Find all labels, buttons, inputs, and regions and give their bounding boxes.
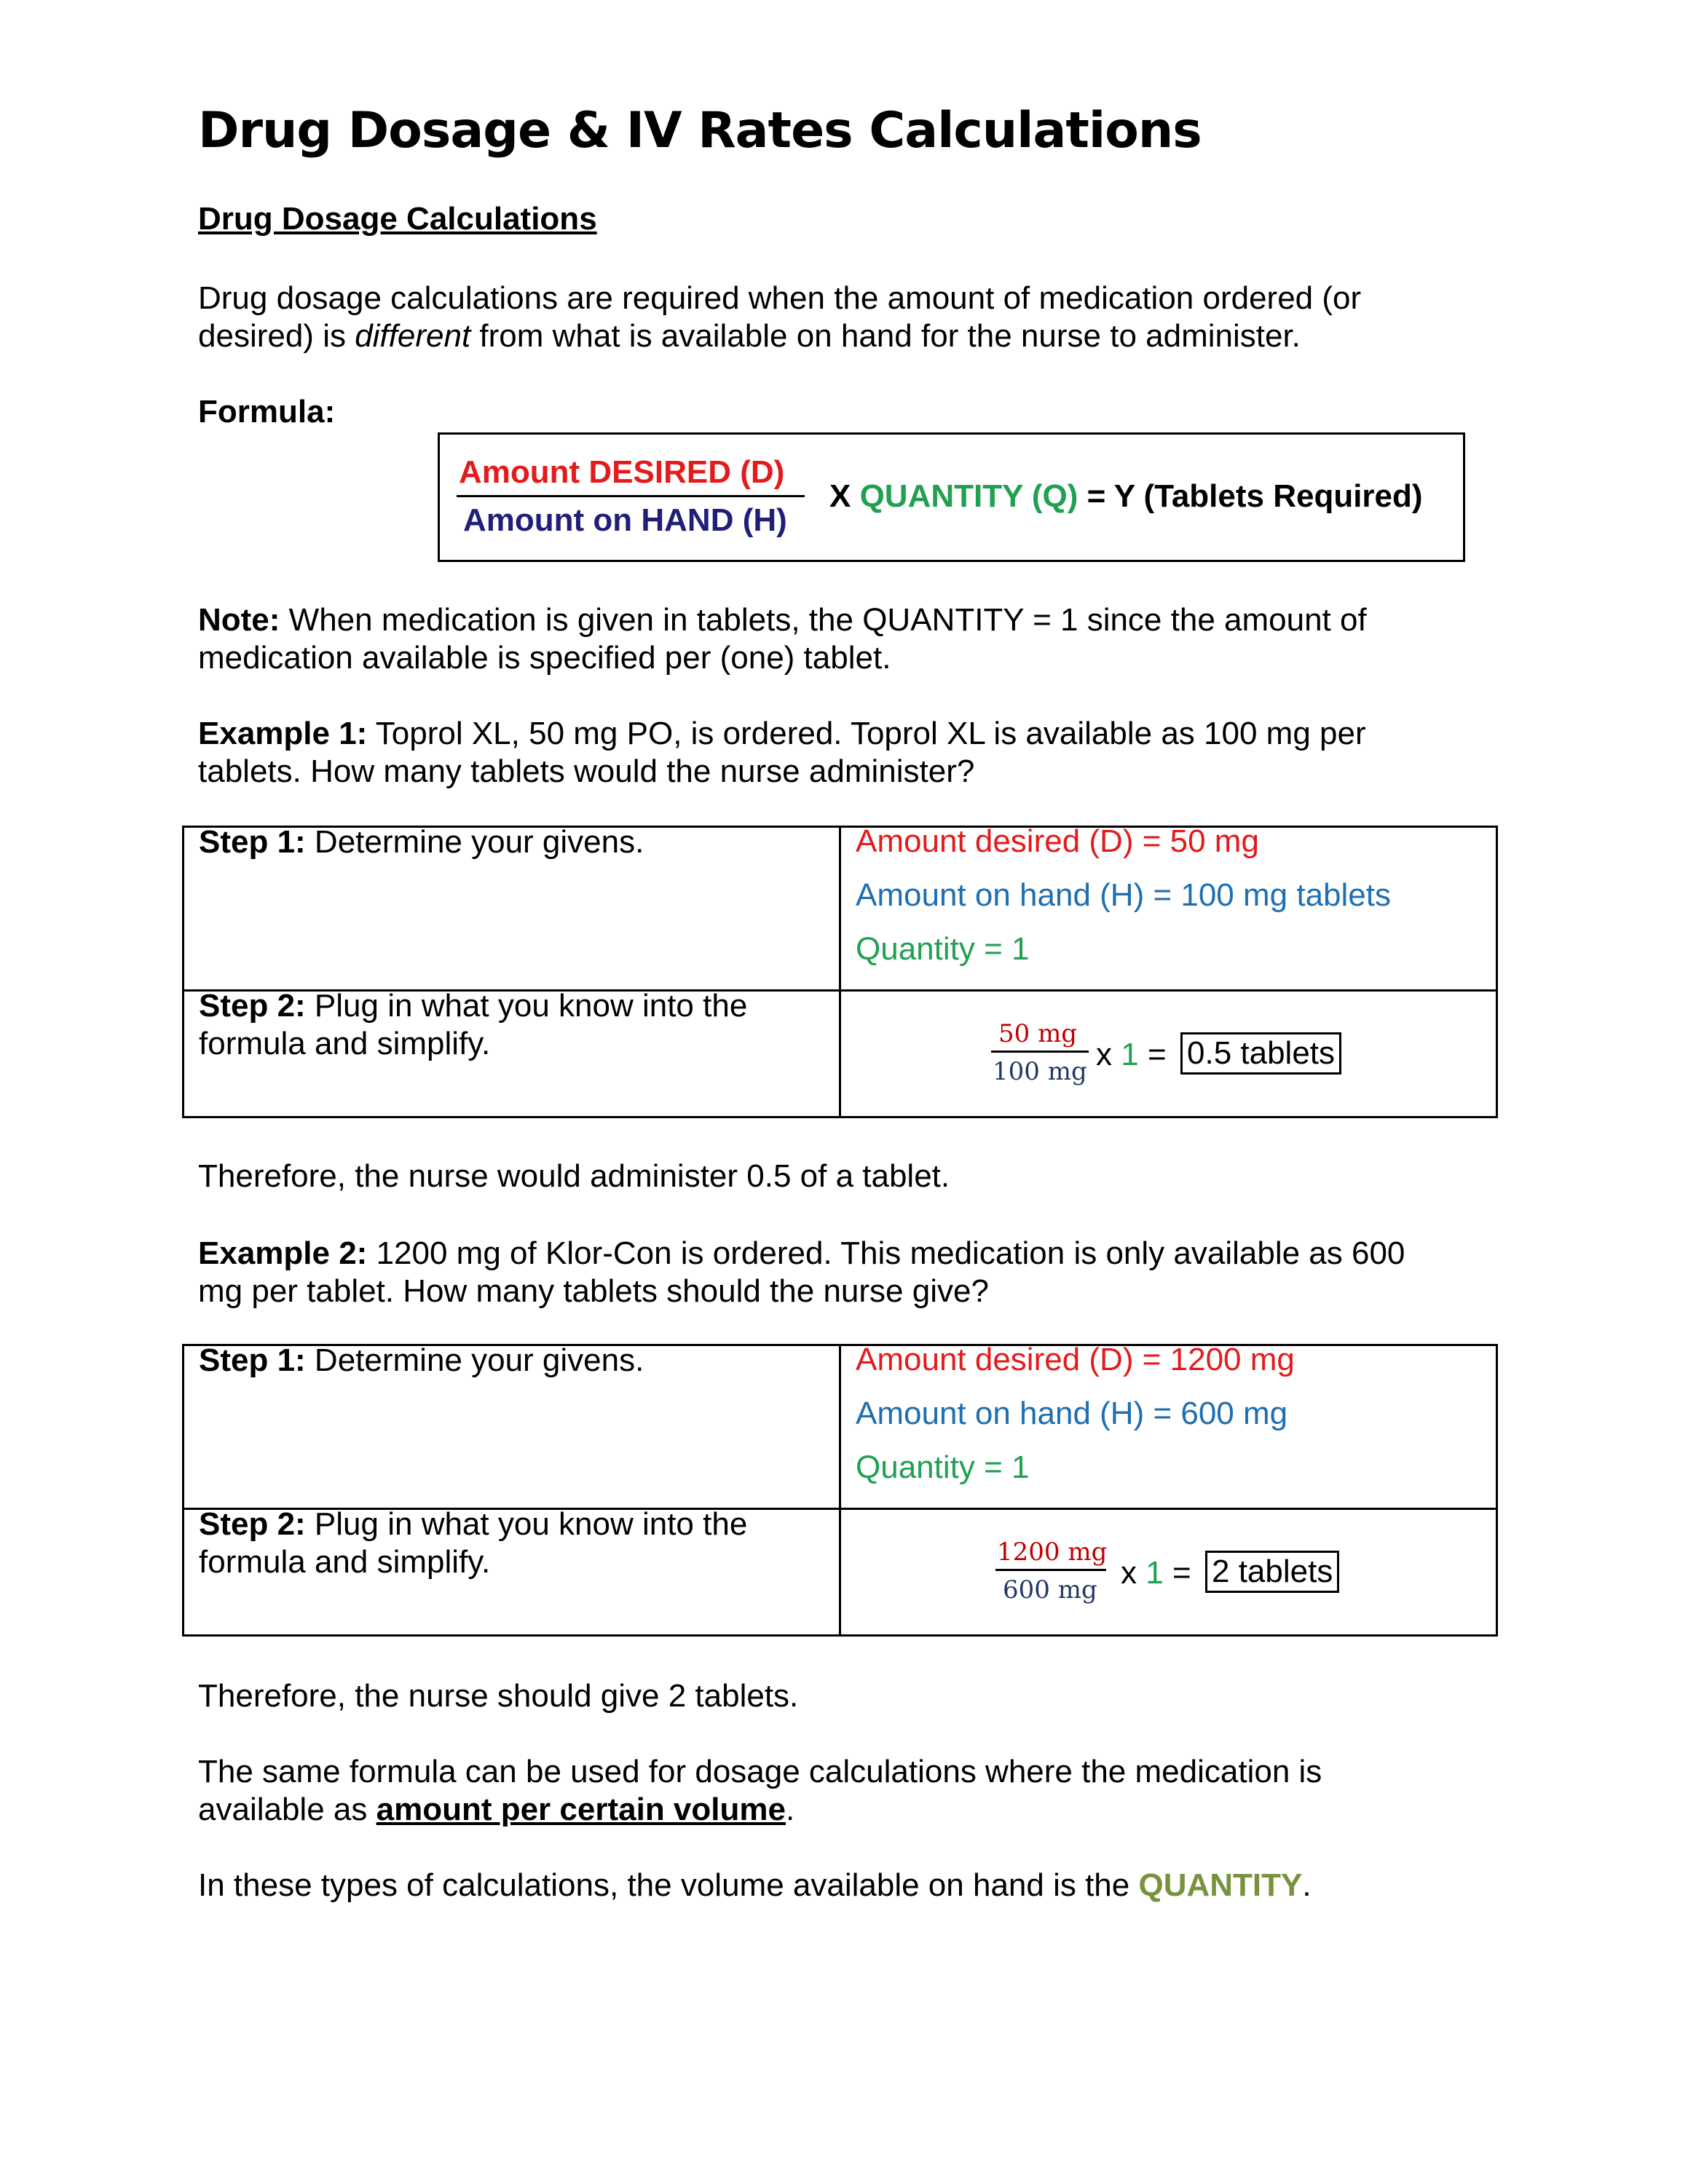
note-line-2: medication available is specified per (one) tablet.	[198, 640, 891, 676]
example2-fraction-denominator: 600 mg	[1003, 1575, 1097, 1605]
example1-calc-cell	[840, 991, 1497, 1117]
page-title: Drug Dosage & IV Rates Calculations	[198, 102, 1202, 159]
example2-given-quantity: Quantity = 1	[856, 1449, 1030, 1485]
example1-given-hand: Amount on hand (H) = 100 mg tablets	[856, 877, 1391, 913]
example1-given-quantity: Quantity = 1	[856, 931, 1030, 967]
example2-step1-text: Step 1: Determine your givens.	[199, 1342, 644, 1378]
example1-paragraph	[198, 715, 1366, 791]
example1-step1-text: Step 1: Determine your givens.	[199, 824, 644, 860]
example2-calc-cell	[840, 1509, 1497, 1636]
example2-line-1: Example 2: 1200 mg of Klor-Con is ordered. This medication is only available as 600	[198, 1235, 1405, 1271]
example2-paragraph	[198, 1235, 1405, 1310]
example1-step2-text: Step 2: Plug in what you know into the formula and simplify.	[199, 988, 748, 1061]
volume-note-line-2: available as amount per certain volume.	[198, 1792, 795, 1827]
example1-given-desired: Amount desired (D) = 50 mg	[856, 823, 1259, 859]
formula-rest: X QUANTITY (Q) = Y (Tablets Required)	[829, 478, 1423, 514]
formula-quantity: QUANTITY (Q)	[859, 478, 1078, 514]
example2-multiply: x 1 =	[1121, 1555, 1191, 1591]
example1-fraction-denominator: 100 mg	[993, 1057, 1087, 1086]
example1-step1-cell	[184, 824, 840, 991]
example2-givens-cell	[840, 1342, 1497, 1509]
final-quantity: QUANTITY	[1138, 1867, 1303, 1903]
example1-multiply: x 1 =	[1096, 1037, 1167, 1072]
example2-answer-box: 2 tablets	[1205, 1551, 1339, 1593]
note-paragraph	[198, 601, 1367, 677]
note-line-1: Note: When medication is given in tablets, the QUANTITY = 1 since the amount of	[198, 602, 1367, 638]
example2-table	[182, 1344, 1498, 1637]
final-paragraph: In these types of calculations, the volume available on hand is the QUANTITY.	[198, 1867, 1312, 1903]
example1-givens-cell	[840, 823, 1497, 991]
formula-label: Formula:	[198, 394, 336, 430]
example2-given-desired: Amount desired (D) = 1200 mg	[856, 1342, 1295, 1377]
formula-denominator: Amount on HAND (H)	[463, 502, 787, 538]
intro-line-2: desired) is different from what is available on hand for the nurse to administer.	[198, 318, 1301, 354]
example1-line-1: Example 1: Toprol XL, 50 mg PO, is ordered. Toprol XL is available as 100 mg per	[198, 716, 1366, 751]
example2-line-2: mg per tablet. How many tablets should the nurse give?	[198, 1273, 989, 1309]
example1-line-2: tablets. How many tablets would the nurse administer?	[198, 753, 975, 789]
formula-numerator: Amount DESIRED (D)	[459, 454, 785, 490]
volume-note-line-1: The same formula can be used for dosage calculations where the medication is	[198, 1754, 1322, 1789]
example2-conclusion: Therefore, the nurse should give 2 tablets.	[198, 1678, 799, 1714]
volume-note-paragraph	[198, 1753, 1322, 1829]
example2-step2-cell	[184, 1506, 840, 1636]
example2-fraction-numerator: 1200 mg	[997, 1538, 1108, 1567]
intro-line-1: Drug dosage calculations are required when the amount of medication ordered (or	[198, 280, 1362, 316]
example2-step2-text: Step 2: Plug in what you know into the formula and simplify.	[199, 1506, 748, 1580]
example1-conclusion: Therefore, the nurse would administer 0.5 of a tablet.	[198, 1158, 950, 1194]
example2-fraction-bar	[995, 1569, 1106, 1571]
example1-table	[182, 823, 1498, 1118]
example1-step2-cell	[184, 988, 840, 1117]
example1-fraction-numerator: 50 mg	[998, 1019, 1078, 1048]
section-heading: Drug Dosage Calculations	[198, 201, 597, 237]
formula-fraction-bar	[457, 495, 805, 497]
example1-fraction-bar	[991, 1051, 1089, 1053]
example2-given-hand: Amount on hand (H) = 600 mg	[856, 1396, 1288, 1431]
intro-paragraph	[198, 280, 1361, 355]
example2-step1-cell	[184, 1342, 840, 1509]
example1-answer-box: 0.5 tablets	[1180, 1032, 1341, 1075]
